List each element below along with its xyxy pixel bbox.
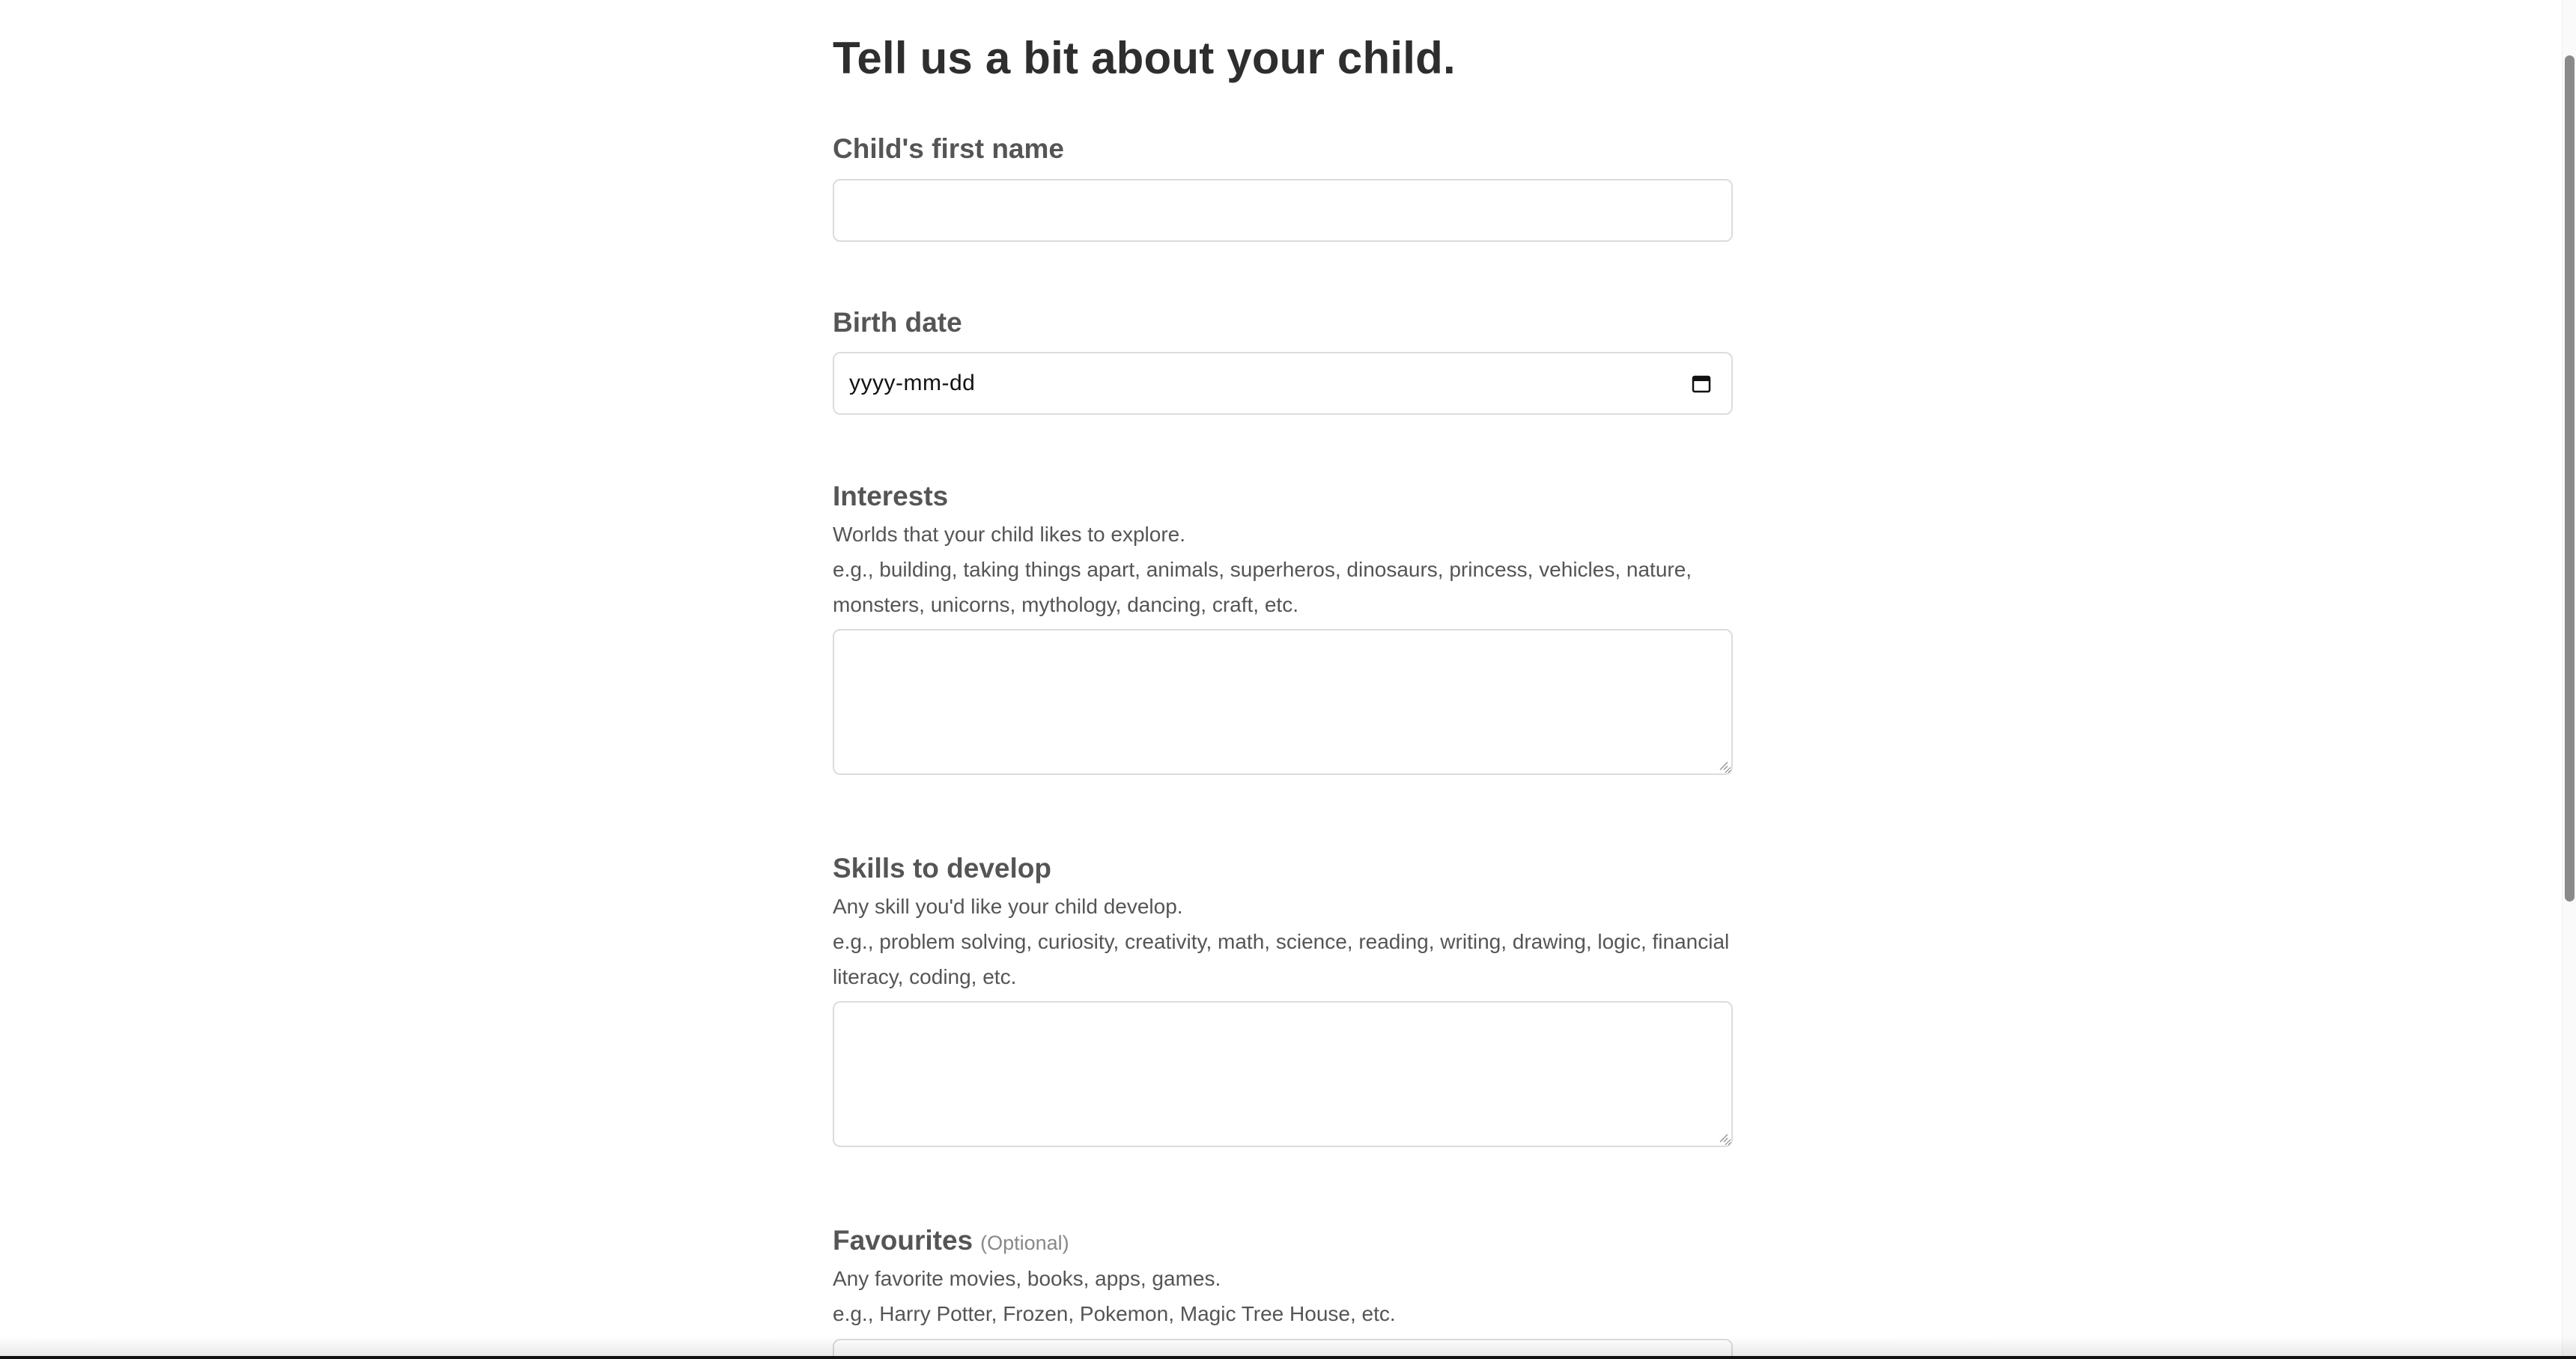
favourites-help-intro: Any favorite movies, books, apps, games.: [833, 1267, 1221, 1290]
skills-help-intro: Any skill you'd like your child develop.: [833, 895, 1183, 918]
skills-textarea[interactable]: [833, 1001, 1733, 1147]
resize-grip-icon[interactable]: [1718, 760, 1728, 770]
skills-help-examples: e.g., problem solving, curiosity, creativity, math, science, reading, writing, drawing, logic, financial literacy, coding, etc.: [833, 930, 1730, 988]
favourites-label: [833, 1223, 1069, 1260]
first-name-label: Child's first name: [833, 133, 1064, 164]
optional-tag: (Optional): [980, 1232, 1069, 1254]
favourites-label-text: Favourites: [833, 1225, 973, 1256]
resize-grip-icon[interactable]: [1718, 1132, 1728, 1143]
window-bottom-edge: [0, 1356, 2576, 1359]
scrollbar-thumb[interactable]: [2565, 55, 2575, 902]
skills-field-wrap: [833, 1001, 1733, 1147]
birth-date-label: Birth date: [833, 307, 962, 338]
birth-date-placeholder: yyyy-mm-dd: [849, 371, 976, 395]
interests-label: Interests: [833, 481, 949, 511]
page-title: Tell us a bit about your child.: [833, 33, 1456, 83]
skills-label: Skills to develop: [833, 853, 1051, 884]
interests-field-wrap: [833, 629, 1733, 775]
interests-help-examples: e.g., building, taking things apart, animals, superheros, dinosaurs, princess, vehicles, nature, monsters, unicorns, mythology, dancing, craft, etc.: [833, 558, 1692, 616]
favourites-help-examples: e.g., Harry Potter, Frozen, Pokemon, Magic Tree House, etc.: [833, 1302, 1396, 1325]
first-name-input[interactable]: [833, 179, 1733, 242]
interests-textarea[interactable]: [833, 629, 1733, 775]
calendar-icon[interactable]: [1689, 371, 1713, 395]
interests-help-intro: Worlds that your child likes to explore.: [833, 523, 1186, 546]
birth-date-input[interactable]: [833, 352, 1733, 415]
scrollbar-track[interactable]: [2562, 0, 2576, 1359]
